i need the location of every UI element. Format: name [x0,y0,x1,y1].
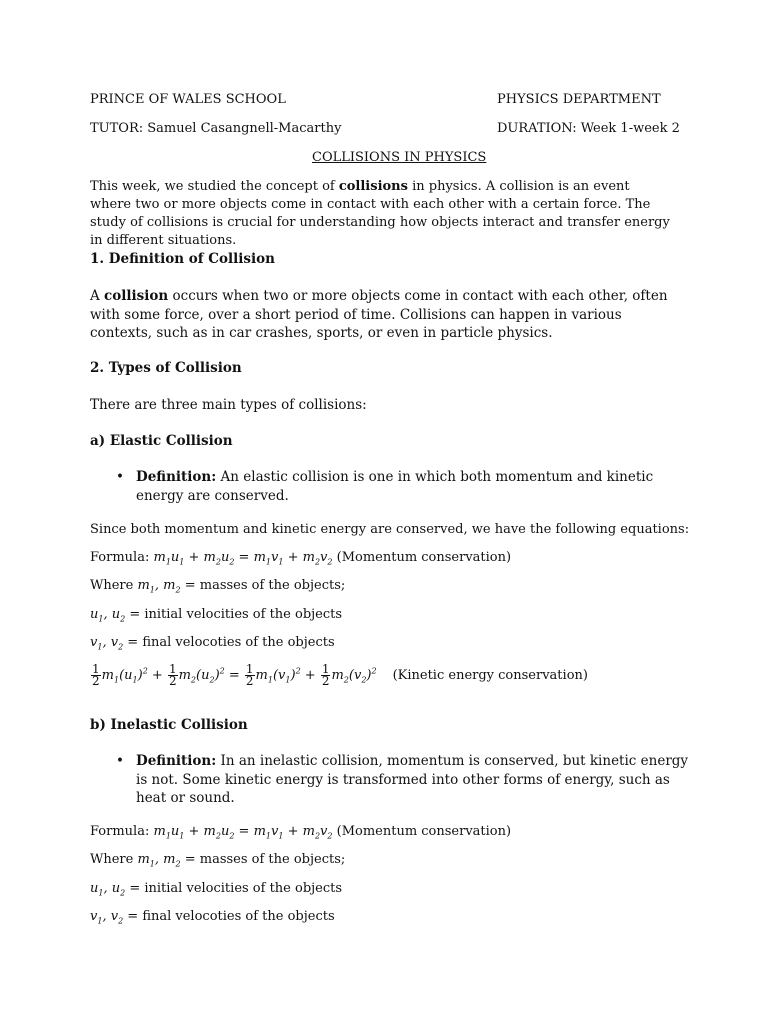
inelastic-definition-item [116,752,692,808]
elastic-momentum-formula [90,550,511,567]
momentum-note: (Momentum conservation) [332,824,512,839]
initial-velocity-text: = initial velocities of the objects [125,607,343,622]
section1-text-end: occurs when two or more objects come in contact with each other, often with some force, over a short period of time. Collisions can happen in various contexts, such as in car crashes, sports, or even in particle physics. [90,288,668,341]
intro-paragraph [90,178,672,250]
document-title: COLLISIONS IN PHYSICS [312,150,487,165]
section1-bold-term: collision [104,288,169,304]
definition-label: Definition: [136,753,217,769]
section2-intro: There are three main types of collisions: [90,397,367,413]
section2-heading: 2. Types of Collision [90,360,242,376]
momentum-equation: $m_1u_1 + m_2u_2 = m_1v_1 + m_2v_2$ [153,824,333,841]
section1-heading: 1. Definition of Collision [90,251,275,267]
inelastic-initial-velocity-line: $u_1$, $u_2$ = initial velocities of the objects [90,881,343,898]
inelastic-heading: b) Inelastic Collision [90,717,248,733]
where-label: Where [90,578,138,593]
where-label: Where [90,852,138,867]
section1-paragraph [90,287,672,343]
final-velocity-text: = final velocoties of the objects [123,909,335,924]
inelastic-masses-line: Where $m_1$, $m_2$ = masses of the objects; [90,852,346,869]
formula-label: Formula: [90,824,154,839]
definition-text: In an inelastic collision, momentum is conserved, but kinetic energy is not. Some kinetic energy is transformed into other forms of energy, such as heat or sound. [136,753,689,806]
bullet-icon: • [116,753,124,769]
definition-label: Definition: [136,469,217,485]
elastic-final-velocity-line: $v_1$, $v_2$ = final velocoties of the objects [90,635,335,652]
momentum-note: (Momentum conservation) [332,550,512,565]
bullet-icon: • [116,469,124,485]
intro-bold-term: collisions [338,179,408,194]
masses-text: = masses of the objects; [180,578,346,593]
formula-label: Formula: [90,550,154,565]
kinetic-energy-note: (Kinetic energy conservation) [392,668,588,683]
school-name: PRINCE OF WALES SCHOOL [90,92,286,107]
masses-text: = masses of the objects; [180,852,346,867]
elastic-initial-velocity-line: $u_1$, $u_2$ = initial velocities of the objects [90,607,343,624]
final-velocity-text: = final velocoties of the objects [123,635,335,650]
section1-text-start: A [90,288,105,304]
duration-line: DURATION: Week 1-week 2 [497,121,680,136]
kinetic-energy-equation: $\frac{1}{2}$ $m_1(u_1)^2$ + $\frac{1}{2}$ $m_2(u_2)^2$ = $\frac{1}{2}$ $m_1(v_1)^2$ + $\frac{1}{2}$ $m_2(v_2)^2$ (Kinetic energy conservation) [92,662,588,688]
definition-text: An elastic collision is one in which both momentum and kinetic energy are conserved. [136,469,654,504]
intro-text-end: in physics. A collision is an event where two or more objects come in contact with each other with a certain force. The study of collisions is crucial for understanding how objects interact and transfer energy in different situations. [90,179,670,248]
elastic-since-text: Since both momentum and kinetic energy are conserved, we have the following equations: [90,522,690,537]
inelastic-momentum-formula [90,824,511,841]
elastic-masses-line: Where $m_1$, $m_2$ = masses of the objects; [90,578,346,595]
elastic-heading: a) Elastic Collision [90,433,233,449]
intro-text-start: This week, we studied the concept of [90,179,339,194]
inelastic-final-velocity-line: $v_1$, $v_2$ = final velocoties of the objects [90,909,335,926]
elastic-definition-item [116,468,692,505]
department-name: PHYSICS DEPARTMENT [497,92,661,107]
tutor-line: TUTOR: Samuel Casangnell-Macarthy [90,121,342,136]
momentum-equation: $m_1u_1 + m_2u_2 = m_1v_1 + m_2v_2$ [153,550,333,567]
initial-velocity-text: = initial velocities of the objects [125,881,343,896]
